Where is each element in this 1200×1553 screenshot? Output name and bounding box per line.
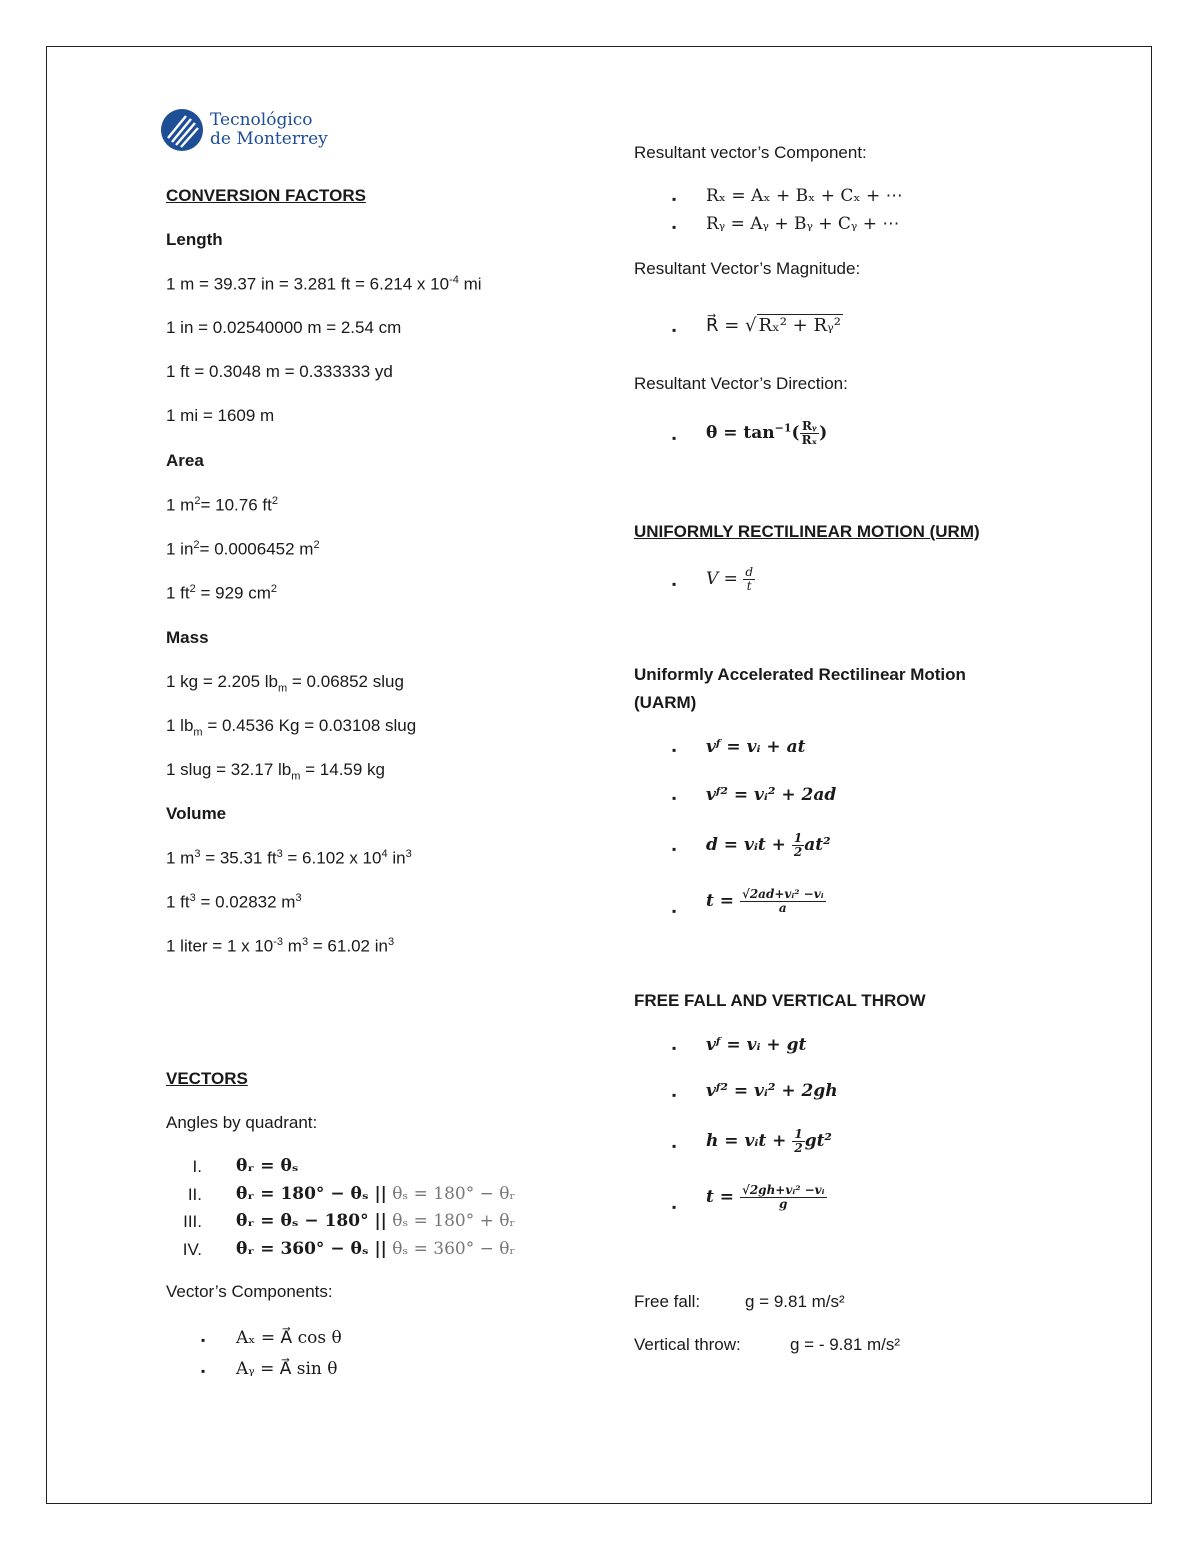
bullet-icon: ▪	[672, 842, 677, 856]
bullet-icon: ▪	[672, 192, 677, 206]
uarm-equation-1: vᶠ = vᵢ + at	[706, 737, 806, 757]
resultant-component-label: Resultant vector’s Component:	[634, 143, 867, 162]
angles-label: Angles by quadrant:	[166, 1113, 318, 1132]
free-fall-value: g = 9.81 m/s²	[745, 1292, 845, 1311]
bullet-icon: ▪	[672, 577, 677, 591]
mass-heading: Mass	[166, 628, 209, 647]
magnitude-label: Resultant Vector’s Magnitude:	[634, 259, 861, 278]
freefall-title: FREE FALL AND VERTICAL THROW	[634, 991, 926, 1010]
length-line-3: 1 ft = 0.3048 m = 0.333333 yd	[166, 362, 393, 381]
quadrant-eq-1: θᵣ = θₛ	[236, 1156, 299, 1176]
mass-line-2: 1 $lb_m = 0.4536$ Kg = 0.03108 slug	[166, 716, 417, 739]
quadrant-num-1: I.	[192, 1157, 202, 1176]
logo-line2: de Monterrey	[210, 129, 328, 149]
uarm-equation-4: t = $\frac{\text{√2ad+vᵢ² −vᵢ}}{a}$	[706, 887, 824, 915]
quadrant-eq-3: θᵣ = θₛ − 180° || θₛ = 180° + θᵣ	[236, 1211, 516, 1231]
mass-line-3: 1 slug = 32.17 $lb_m = 14.59$ kg	[166, 760, 385, 783]
ay-equation: Aᵧ = A⃗ sin θ	[236, 1359, 338, 1379]
volume-line-2: 1 $ft^3 = 0.02832$ $m^3$	[166, 892, 302, 912]
tec-logo-icon	[160, 108, 204, 152]
bullet-icon: ▪	[672, 791, 677, 805]
bullet-icon: ▪	[201, 1333, 206, 1347]
bullet-icon: ▪	[201, 1364, 206, 1378]
volume-heading: Volume	[166, 804, 227, 823]
length-line-4: 1 mi = 1609 m	[166, 406, 275, 425]
rx-equation: Rₓ = Aₓ + Bₓ + Cₓ + ⋯	[706, 186, 903, 206]
bullet-icon: ▪	[672, 1200, 677, 1214]
area-line-2: 1 $in^2= 0.0006452$ $m^2$	[166, 539, 320, 559]
length-line-1: 1 m = 39.37 in = 3.281 ft = 6.214 x $10^{-4}$ mi	[166, 274, 482, 294]
quadrant-num-2: II.	[187, 1185, 202, 1204]
freefall-equation-4: t = $\frac{\text{√2gh+vᵢ² −vᵢ}}{g}$	[706, 1183, 825, 1211]
area-heading: Area	[166, 451, 204, 470]
length-heading: Length	[166, 230, 223, 249]
area-line-1: 1 $m^2= 10.76$ $ft^2$	[166, 495, 278, 515]
quadrant-eq-4: θᵣ = 360° − θₛ || θₛ = 360° − θᵣ	[236, 1239, 516, 1259]
freefall-equation-2: vᶠ² = vᵢ² + 2gh	[706, 1081, 838, 1101]
direction-label: Resultant Vector’s Direction:	[634, 374, 848, 393]
quadrant-eq-2: θᵣ = 180° − θₛ || θₛ = 180° − θᵣ	[236, 1184, 516, 1204]
uarm-title-line1: Uniformly Accelerated Rectilinear Motion	[634, 665, 966, 684]
bullet-icon: ▪	[672, 1088, 677, 1102]
magnitude-equation: R⃗ = √ Rₓ² + Rᵧ²	[706, 315, 841, 336]
bullet-icon: ▪	[672, 743, 677, 757]
volume-line-1: 1 $m^3 = 35.31$ $ft^3 = 6.102$ x $10^4$ $in^3$	[166, 848, 412, 868]
vectors-title: VECTORS	[166, 1069, 248, 1088]
logo-line1: Tecnológico	[210, 110, 313, 130]
uarm-title-line2: (UARM)	[634, 693, 697, 712]
bullet-icon: ▪	[672, 1139, 677, 1153]
mass-line-1: 1 kg = 2.205 $lb_m = 0.06852$ slug	[166, 672, 404, 695]
conversion-title: CONVERSION FACTORS	[166, 186, 366, 205]
bullet-icon: ▪	[672, 1041, 677, 1055]
free-fall-label: Free fall:	[634, 1292, 701, 1311]
components-label: Vector’s Components:	[166, 1282, 333, 1301]
urm-title: UNIFORMLY RECTILINEAR MOTION (URM)	[634, 522, 980, 541]
urm-equation: V = $\frac{d}{t}$	[706, 565, 754, 593]
quadrant-num-3: III.	[183, 1212, 202, 1231]
freefall-equation-1: vᶠ = vᵢ + gt	[706, 1035, 807, 1055]
bullet-icon: ▪	[672, 431, 677, 445]
vertical-throw-label: Vertical throw:	[634, 1335, 741, 1354]
bullet-icon: ▪	[672, 220, 677, 234]
freefall-equation-3: h = vᵢt + $\frac{1}{2}$ gt²	[706, 1127, 832, 1155]
ax-equation: Aₓ = A⃗ cos θ	[236, 1328, 342, 1348]
vertical-throw-value: g = - 9.81 m/s²	[790, 1335, 901, 1354]
logo	[160, 108, 328, 152]
quadrant-num-4: IV.	[182, 1240, 202, 1259]
uarm-equation-3: d = vᵢt + $\frac{1}{2}$ at²	[706, 831, 831, 859]
direction-equation: $\theta = \tan^{-1}$( $\frac{\text{Rᵧ}}{\text{Rₓ}}$ )	[706, 419, 828, 447]
volume-line-3: 1 liter = 1 x $10^{-3}$ $m^3 = 61.02$ $in^3$	[166, 936, 395, 956]
area-line-3: 1 $ft^2 = 929$ $cm^2$	[166, 583, 277, 603]
ry-equation: Rᵧ = Aᵧ + Bᵧ + Cᵧ + ⋯	[706, 214, 900, 234]
length-line-2: 1 in = 0.02540000 m = 2.54 cm	[166, 318, 402, 337]
uarm-equation-2: vᶠ² = vᵢ² + 2ad	[706, 785, 837, 805]
bullet-icon: ▪	[672, 323, 677, 337]
bullet-icon: ▪	[672, 904, 677, 918]
